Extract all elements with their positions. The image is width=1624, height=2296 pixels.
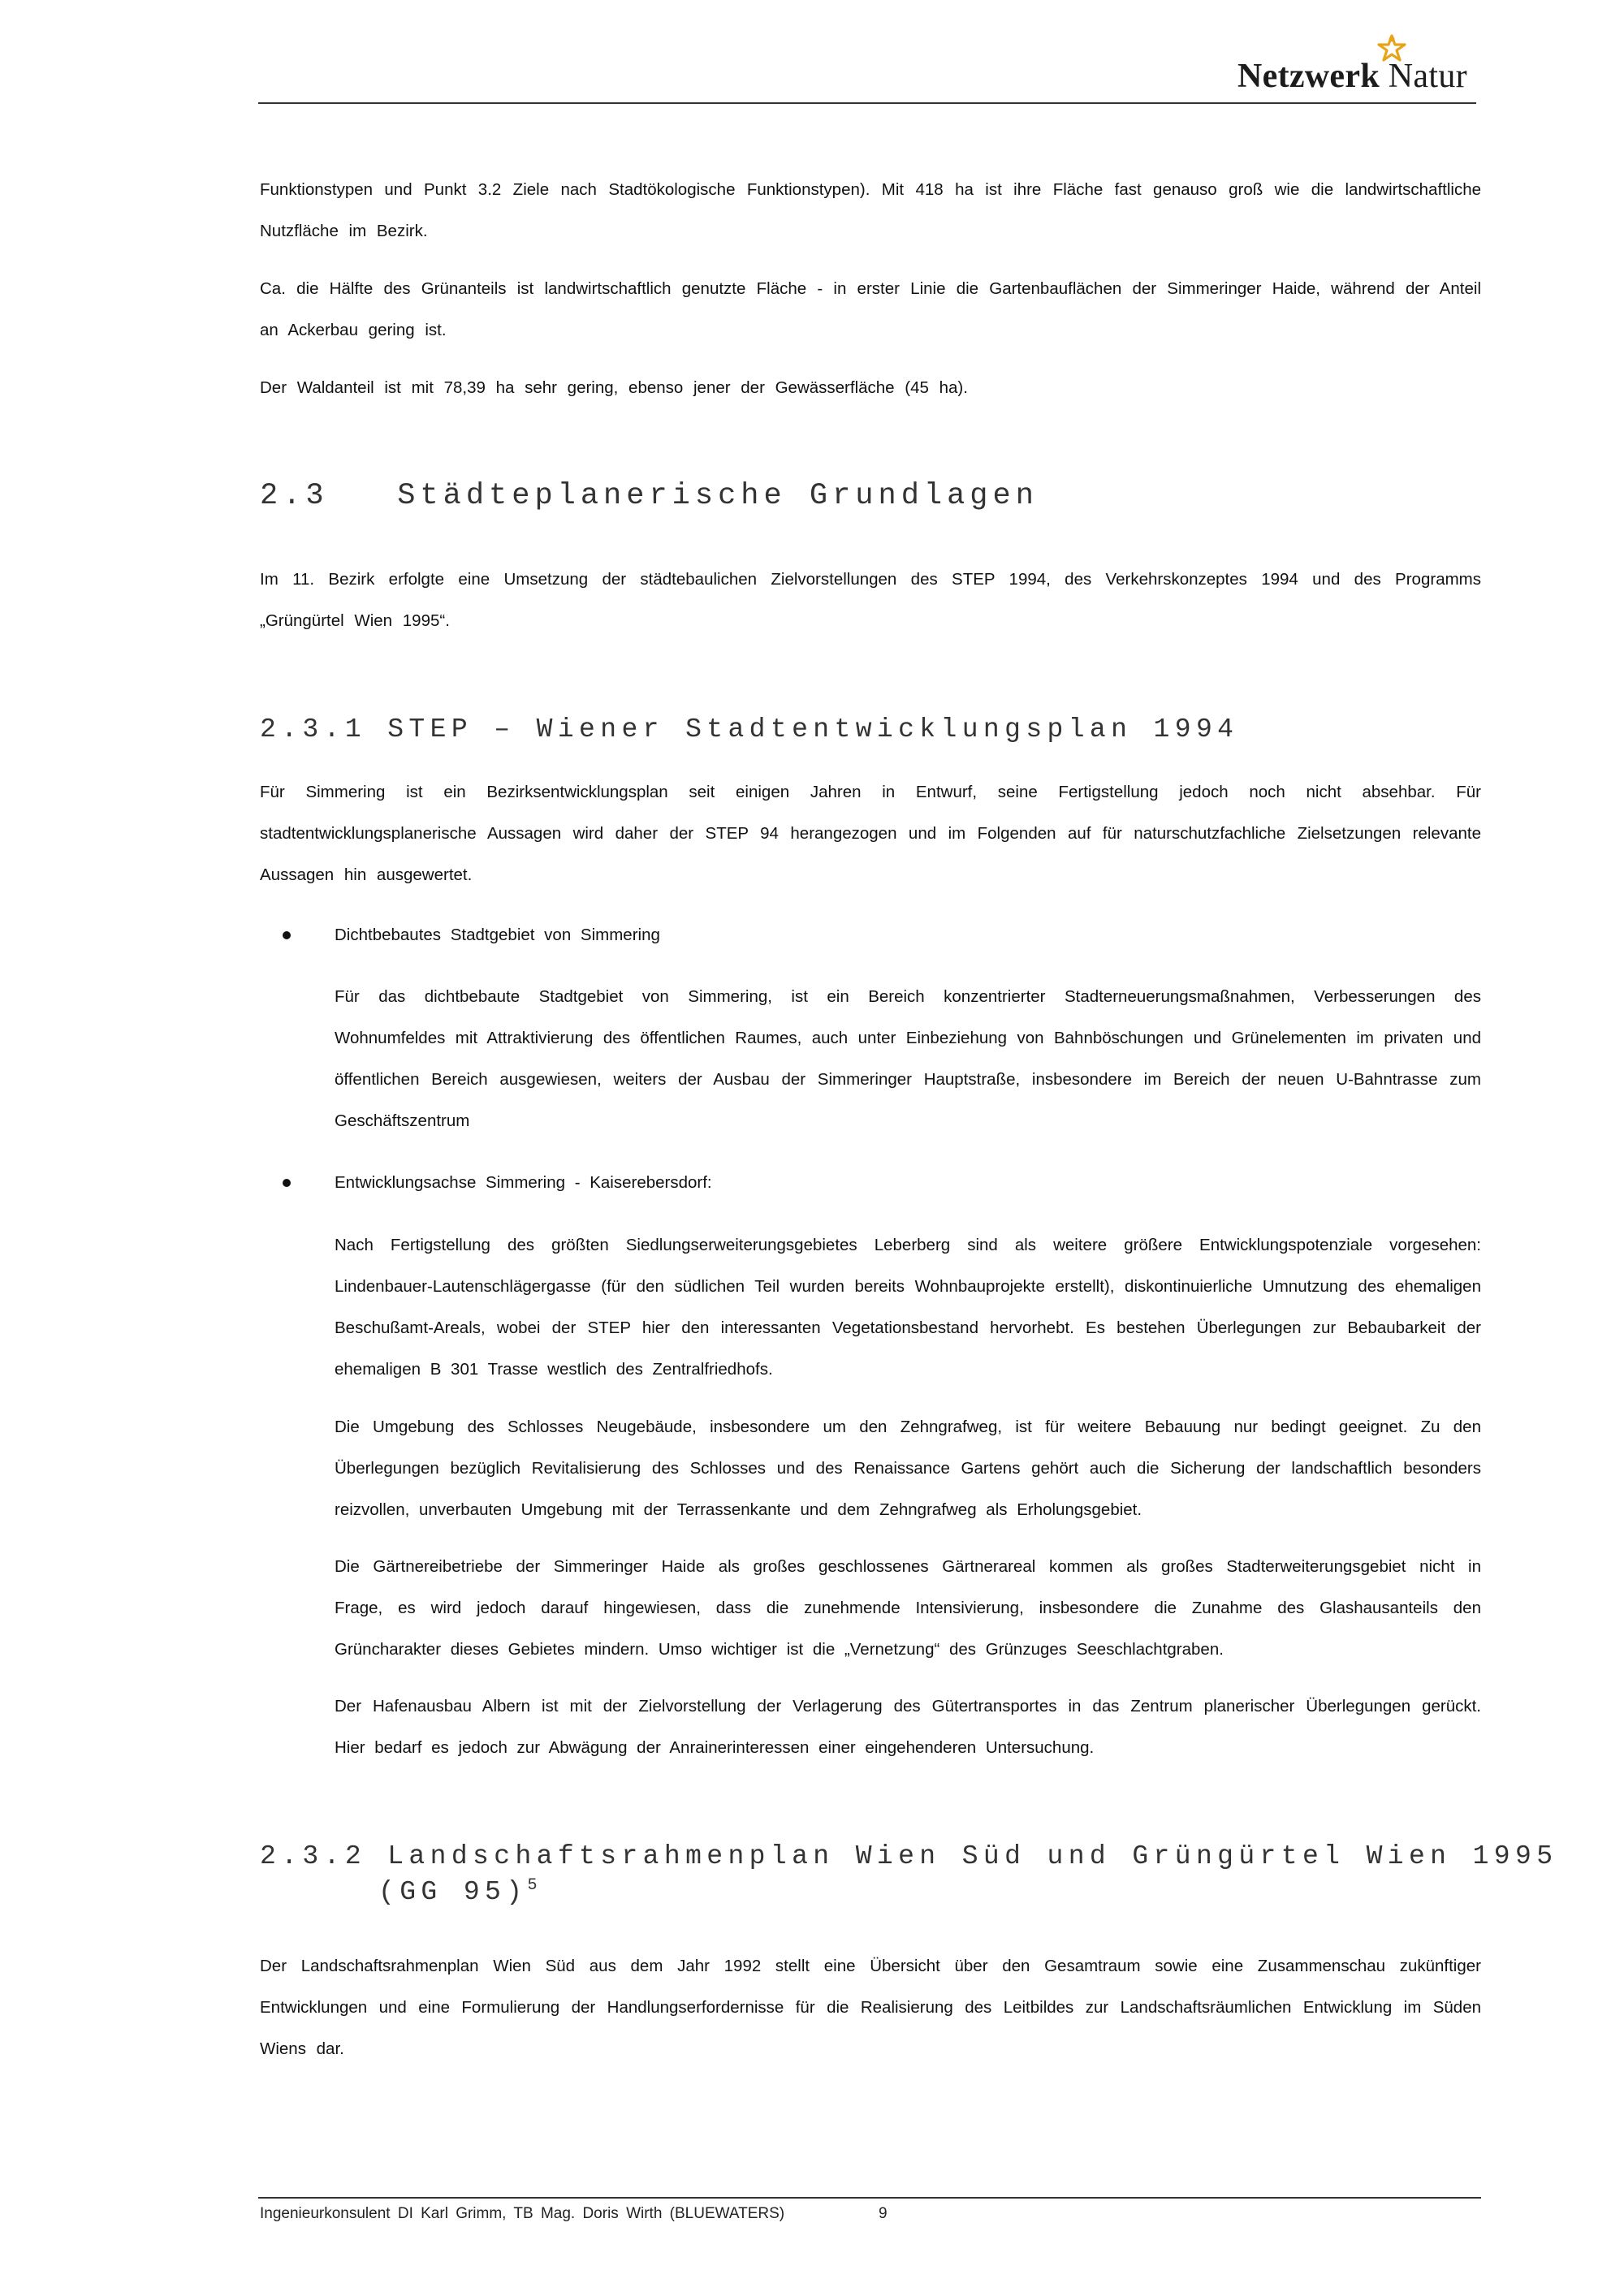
logo-text	[1237, 57, 1467, 96]
paragraph-1: Funktionstypen und Punkt 3.2 Ziele nach Stadtökologische Funktionstypen). Mit 418 ha ist ihre Fläche fast genauso groß wie die landwirtschaftliche Nutzfläche im Bezirk.	[260, 180, 1481, 240]
bullet-2-icon	[283, 1179, 291, 1187]
bullet-2-text-4: Der Hafenausbau Albern ist mit der Zielvorstellung der Verlagerung des Gütertransportes in das Zentrum planerischer Überlegungen gerückt. Hier bedarf es jedoch zur Abwägung der Anrainerinteressen einer eingehenderen Untersuchung.	[335, 1697, 1481, 1757]
heading-2-3: 2.3 Städteplanerische Grundlagen	[260, 479, 1039, 513]
paragraph-5: Für Simmering ist ein Bezirksentwicklungsplan seit einigen Jahren in Entwurf, seine Fertigstellung jedoch noch nicht absehbar. Für stadtentwicklungsplanerische Aussagen wird daher der STEP 94 herangezogen und im Folgenden auf für naturschutzfachliche Zielsetzungen relevante Aussagen hin ausgewertet.	[260, 783, 1481, 884]
logo-bold: Netzwerk	[1237, 58, 1380, 95]
footer-rule	[258, 2197, 1481, 2199]
bullet-1-label: Dichtbebautes Stadtgebiet von Simmering	[335, 926, 660, 944]
logo	[1237, 32, 1481, 99]
heading-2-3-2-line1: 2.3.2 Landschaftsrahmenplan Wien Süd und Grüngürtel Wien 1995	[260, 1841, 1558, 1871]
footnote-marker[interactable]: 5	[527, 1876, 538, 1895]
bullet-1-text: Für das dichtbebaute Stadtgebiet von Simmering, ist ein Bereich konzentrierter Stadterneuerungsmaßnahmen, Verbesserungen des Wohnumfeldes mit Attraktivierung des öffentlichen Raumes, auch unter Einbeziehung von Bahnböschungen und Grünelementen im privaten und öffentlichen Bereich ausgewiesen, weiters der Ausbau der Simmeringer Hauptstraße, insbesondere im Bereich der neuen U-Bahntrasse zum Geschäftszentrum	[335, 987, 1481, 1130]
heading-2-3-2	[260, 1841, 1557, 1907]
bullet-2-text-1: Nach Fertigstellung des größten Siedlungserweiterungsgebietes Leberberg sind als weitere größere Entwicklungspotenziale vorgesehen: Lindenbauer-Lautenschlägergasse (für den südlichen Teil wurden bereits Wohnbauprojekte erstellt), diskontinuierliche Umnutzung des ehemaligen Beschußamt-Areals, wobei der STEP hier den interessanten Vegetationsbestand hervorhebt. Es bestehen Überlegungen zur Bebaubarkeit der ehemaligen B 301 Trasse westlich des Zentralfriedhofs.	[335, 1236, 1481, 1379]
page-number: 9	[879, 2205, 888, 2222]
header-rule	[258, 102, 1476, 104]
paragraph-4: Im 11. Bezirk erfolgte eine Umsetzung der städtebaulichen Zielvorstellungen des STEP 1994, des Verkehrskonzeptes 1994 und des Programms „Grüngürtel Wien 1995“.	[260, 570, 1481, 630]
bullet-2-label: Entwicklungsachse Simmering - Kaiserebersdorf:	[335, 1173, 712, 1192]
heading-2-3-1: 2.3.1 STEP – Wiener Stadtentwicklungsplan 1994	[260, 714, 1239, 744]
heading-2-3-2-line2	[260, 1876, 1557, 1907]
paragraph-6: Der Landschaftsrahmenplan Wien Süd aus dem Jahr 1992 stellt eine Übersicht über den Gesamtraum sowie eine Zusammenschau zukünftiger Entwicklungen und eine Formulierung der Handlungserfordernisse für die Realisierung des Leitbildes zur Landschaftsräumlichen Entwicklung im Süden Wiens dar.	[260, 1957, 1481, 2058]
heading-2-3-2-line2-text: (GG 95)	[378, 1877, 528, 1907]
bullet-1-icon	[283, 931, 291, 939]
footer-text: Ingenieurkonsulent DI Karl Grimm, TB Mag. Doris Wirth (BLUEWATERS)	[260, 2205, 785, 2222]
paragraph-2: Ca. die Hälfte des Grünanteils ist landwirtschaftlich genutzte Fläche - in erster Linie die Gartenbauflächen der Simmeringer Haide, während der Anteil an Ackerbau gering ist.	[260, 279, 1481, 339]
bullet-2-text-2: Die Umgebung des Schlosses Neugebäude, insbesondere um den Zehngrafweg, ist für weitere Bebauung nur bedingt geeignet. Zu den Überlegungen bezüglich Revitalisierung des Schlosses und des Renaissance Gartens gehört auch die Sicherung der landschaftlich besonders reizvollen, unverbauten Umgebung mit der Terrassenkante und dem Zehngrafweg als Erholungsgebiet.	[335, 1418, 1481, 1519]
bullet-2-text-3: Die Gärtnereibetriebe der Simmeringer Haide als großes geschlossenes Gärtnerareal kommen als großes Stadterweiterungsgebiet nicht in Frage, es wird jedoch darauf hingewiesen, dass die zunehmende Intensivierung, insbesondere die Zunahme des Glashausanteils den Grüncharakter dieses Gebietes mindern. Umso wichtiger ist die „Vernetzung“ des Grünzuges Seeschlachtgraben.	[335, 1557, 1481, 1659]
logo-regular: Natur	[1388, 58, 1467, 95]
paragraph-3: Der Waldanteil ist mit 78,39 ha sehr gering, ebenso jener der Gewässerfläche (45 ha).	[260, 378, 968, 397]
